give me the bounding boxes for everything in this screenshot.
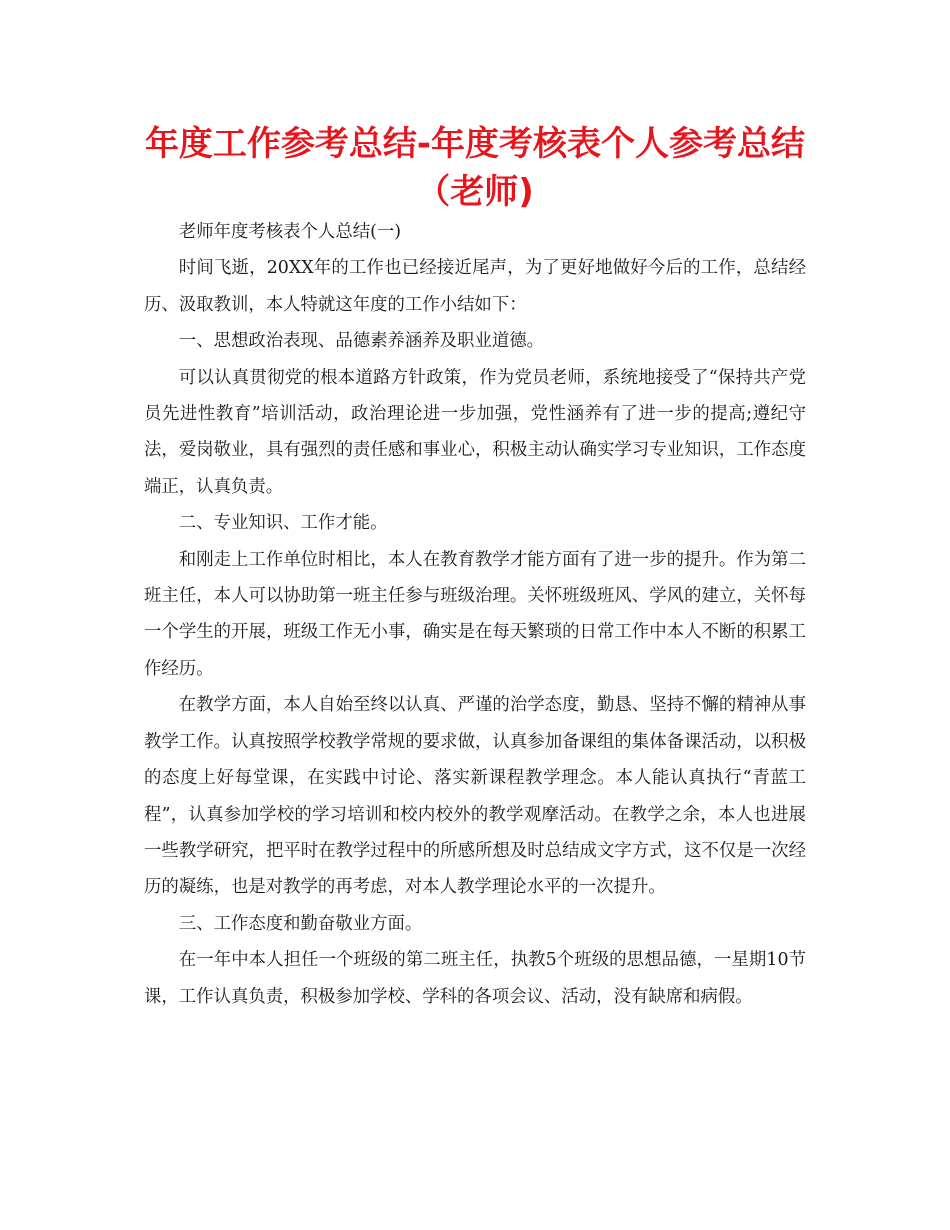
document-body: [144, 214, 806, 1015]
section-heading-3: 三、工作态度和勤奋敬业方面。: [178, 913, 423, 934]
paragraph-section-1: 可以认真贯彻党的根本道路方针政策，作为党员老师，系统地接受了“保持共产党员先进性教育”培训活动，政治理论进一步加强，党性涵养有了进一步的提高;遵纪守法，爱岗敬业，具有强烈的责任感和事业心，积极主动认确实学习专业知识，工作态度端正，认真负责。: [144, 367, 806, 497]
paragraph-intro: 时间飞逝，20XX年的工作也已经接近尾声，为了更好地做好今后的工作，总结经历、汲取教训，本人特就这年度的工作小结如下：: [144, 258, 806, 315]
paragraph-section-2b: 在教学方面，本人自始至终以认真、严谨的治学态度，勤恳、坚持不懈的精神从事教学工作。认真按照学校教学常规的要求做，认真参加备课组的集体备课活动，以积极的态度上好每堂课，在实践中讨论、落实新课程教学理念。本人能认真执行“青蓝工程”，认真参加学校的学习培训和校内校外的教学观摩活动。在教学之余，本人也进展一些教学研究，把平时在教学过程中的所感所想及时总结成文字方式，这不仅是一次经历的凝练，也是对教学的再考虑，对本人教学理论水平的一次提升。: [144, 695, 806, 898]
paragraph-subtitle: 老师年度考核表个人总结(一): [178, 222, 402, 242]
paragraph-section-2a: 和刚走上工作单位时相比，本人在教育教学才能方面有了进一步的提升。作为第二班主任，本人可以协助第一班主任参与班级治理。关怀班级班风、学风的建立，关怀每一个学生的开展，班级工作无小事，确实是在每天繁琐的日常工作中本人不断的积累工作经历。: [144, 549, 806, 679]
section-heading-2: 二、专业知识、工作才能。: [178, 513, 388, 534]
paragraph-section-3: 在一年中本人担任一个班级的第二班主任，执教5个班级的思想品德，一星期10节课，工作认真负责，积极参加学校、学科的各项会议、活动，没有缺席和病假。: [144, 950, 806, 1007]
section-heading-1: 一、思想政治表现、品德素养涵养及职业道德。: [178, 331, 545, 352]
document-title: 年度工作参考总结-年度考核表个人参考总结（老师): [144, 124, 806, 212]
